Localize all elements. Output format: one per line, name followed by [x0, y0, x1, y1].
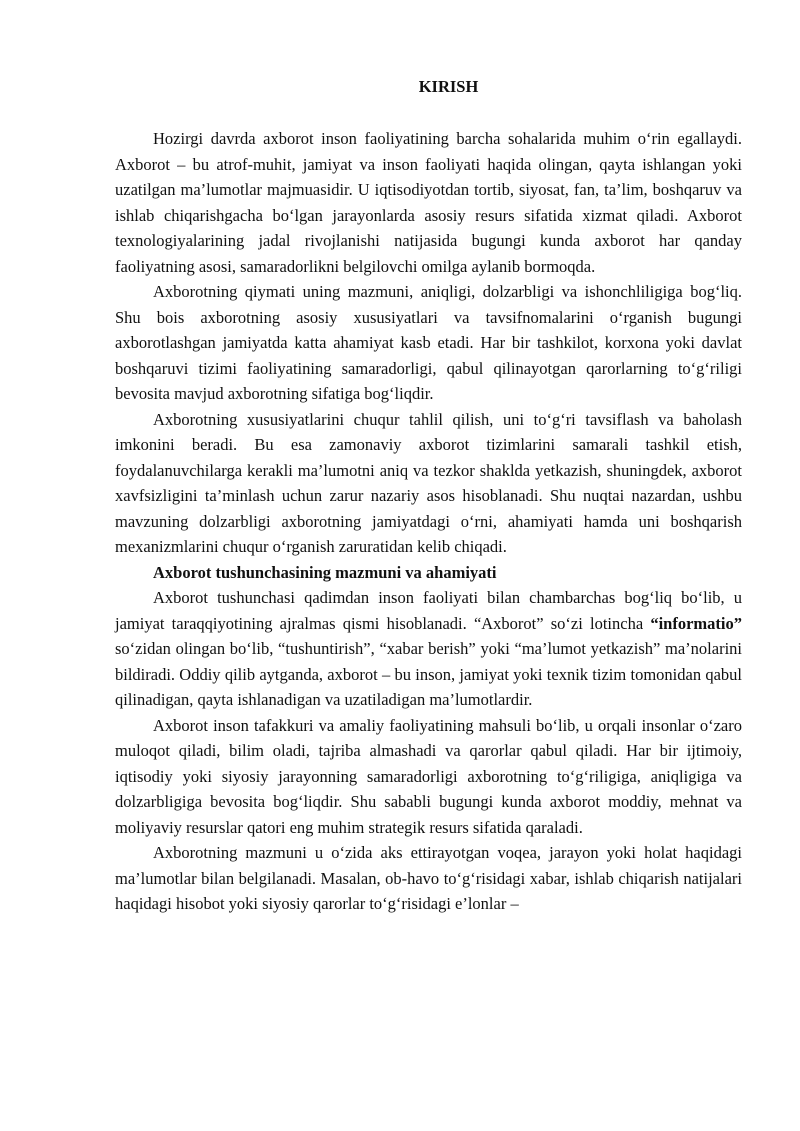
page-title: KIRISH	[418, 77, 479, 96]
paragraph-analysis: Axborotning xususiyatlarini chuqur tahlil qilish, uni to‘g‘ri tavsiflash va baholash imkonini beradi. Bu esa zamonaviy axborot tizimlarini samarali tashkil etish, foydalanuvchilarga kerakli ma’lumotni aniq va tezkor shaklda yetkazish, shuningdek, axborot xavfsizligini ta’minlash uchun zarur nazariy asos hisoblanadi. Shu nuqtai nazardan, ushbu mavzuning dolzarbligi axborotning jamiyatdagi o‘rni, ahamiyati hamda uni boshqarish mexanizmlarini chuqur o‘rganish zaruratidan kelib chiqadi.	[115, 409, 742, 556]
paragraph-concept-term: “informatio”	[650, 613, 742, 633]
paragraph-concept-part-2: so‘zidan olingan bo‘lib, “tushuntirish”, “xabar berish” yoki “ma’lumot yetkazish” ma’nolarini bildiradi. Oddiy qilib aytganda, axborot – bu inson, jamiyat yoki texnik tizim tomonidan qabul qilinadigan, qayta ishlanadigan va uzatiladigan ma’lumotlardir.	[115, 639, 742, 709]
paragraph-content: Axborotning mazmuni u o‘zida aks ettirayotgan voqea, jarayon yoki holat haqidagi ma’lumotlar bilan belgilanadi. Masalan, ob-havo to‘g‘risidagi xabar, ishlab chiqarish natijalari haqidagi hisobot yoki siyosiy qarorlar to‘g‘risidagi e’lonlar –	[115, 843, 742, 913]
paragraph-intro: Hozirgi davrda axborot inson faoliyatining barcha sohalarida muhim o‘rin egallaydi. Axborot – bu atrof-muhit, jamiyat va inson faoliyati haqida olingan, qayta ishlangan yoki uzatilgan ma’lumotlar majmuasidir. U iqtisodiyotdan tortib, siyosat, fan, ta’lim, boshqaruv va ishlab chiqarishgacha bo‘lgan jarayonlarda asosiy resurs sifatida xizmat qiladi. Axborot texnologiyalarining jadal rivojlanishi natijasida bugungi kunda axborot har qanday faoliyatning asosi, samaradorlikni belgilovchi omilga aylanib bormoqda.	[115, 129, 742, 276]
paragraph-product: Axborot inson tafakkuri va amaliy faoliyatining mahsuli bo‘lib, u orqali insonlar o‘zaro muloqot qiladi, bilim oladi, tajriba almashadi va qarorlar qabul qiladi. Har bir ijtimoiy, iqtisodiy yoki siyosiy jarayonning samaradorligi axborotning to‘g‘riligiga, aniqligiga va dolzarbligiga bevosita bog‘liqdir. Shu sababli bugungi kunda axborot moddiy, mehnat va moliyaviy resurslar qatori eng muhim strategik resurs sifatida qaraladi.	[115, 715, 742, 837]
document-body	[115, 74, 742, 917]
paragraph-value: Axborotning qiymati uning mazmuni, aniqligi, dolzarbligi va ishonchliligiga bog‘liq. Shu bois axborotning asosiy xususiyatlari va tavsifnomalarini o‘rganish bugungi axborotlashgan jamiyatda katta ahamiyat kasb etadi. Har bir tashkilot, korxona yoki davlat boshqaruvi tizimi faoliyatining samaradorligi, qabul qilinayotgan qarorlarning to‘g‘riligi bevosita mavjud axborotning sifatiga bog‘liqdir.	[115, 282, 742, 403]
paragraph-concept-part-1: Axborot tushunchasi qadimdan inson faoliyati bilan chambarchas bog‘liq bo‘lib, u jamiyat taraqqiyotining ajralmas qismi hisoblanadi. “Axborot” so‘zi lotincha	[115, 588, 742, 633]
paragraph-concept	[115, 585, 742, 713]
section-heading: Axborot tushunchasining mazmuni va ahamiyati	[153, 562, 497, 582]
